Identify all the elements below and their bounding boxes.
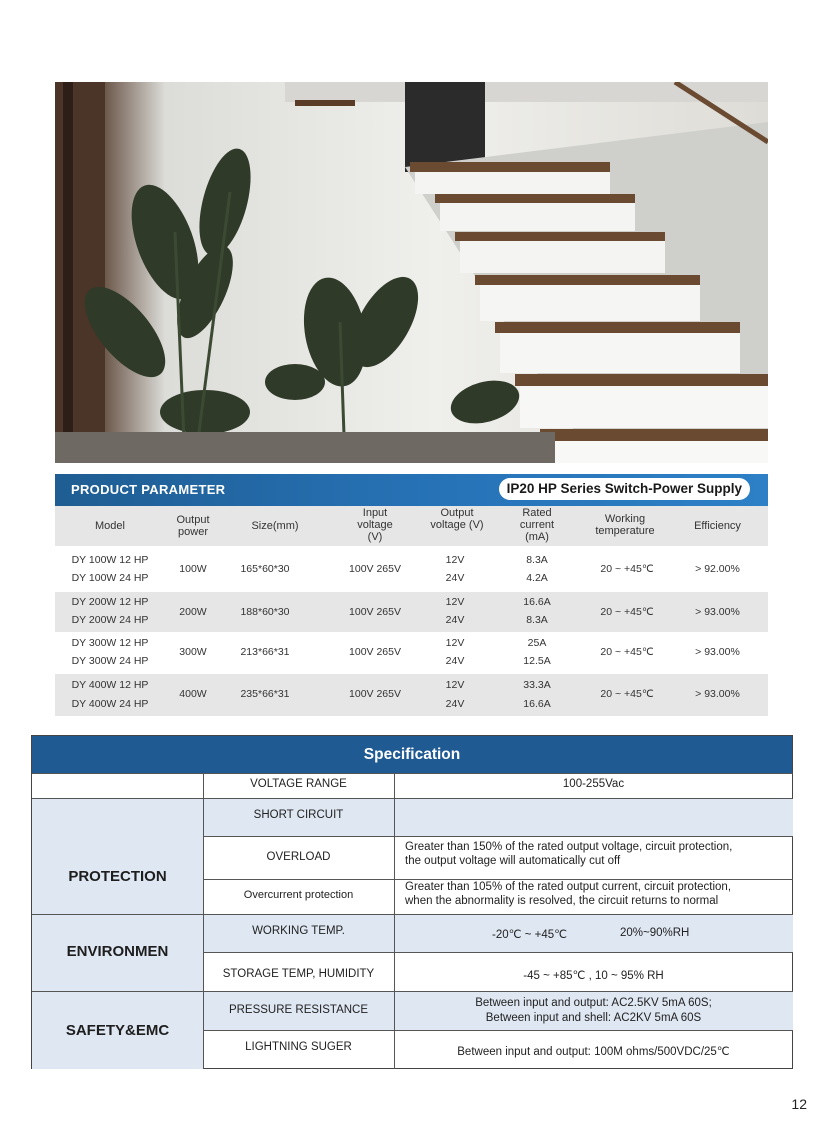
header-efficiency: Efficiency [694, 520, 741, 532]
efficiency-cell: > 93.00% [695, 606, 740, 618]
storage-value: -45 ~ +85℃ , 10 ~ 95% RH [523, 970, 664, 982]
specification-table [31, 735, 793, 1069]
current-cell: 33.3A [523, 679, 551, 691]
size-cell: 213*66*31 [240, 646, 290, 658]
voltage-cell: 24V [445, 655, 465, 667]
header-input-voltage: Input voltage (V) [357, 507, 393, 543]
overload-text: Greater than 150% of the rated output voltage, circuit protection, [405, 841, 733, 853]
short-circuit-label: SHORT CIRCUIT [253, 809, 344, 821]
table-row [55, 632, 768, 674]
safety-group-label: SAFETY&EMC [65, 1022, 170, 1039]
current-cell: 8.3A [526, 614, 548, 626]
power-cell: 200W [179, 606, 207, 618]
pressure-text: Between input and shell: AC2KV 5mA 60S [485, 1012, 702, 1024]
current-cell: 12.5A [523, 655, 551, 667]
divider [32, 914, 793, 915]
current-cell: 16.6A [523, 596, 551, 608]
divider [203, 836, 793, 837]
divider [394, 773, 395, 1069]
efficiency-cell: > 93.00% [695, 688, 740, 700]
product-parameter-title: PRODUCT PARAMETER [71, 482, 226, 497]
size-cell: 165*60*30 [240, 563, 290, 575]
input-cell: 100V 265V [349, 606, 401, 618]
header-output-voltage: Output voltage (V) [430, 507, 484, 531]
protection-group-bg [32, 798, 203, 914]
model-cell: DY 400W 24 HP [71, 698, 149, 710]
overcurrent-label: Overcurrent protection [243, 889, 354, 901]
parameter-table-header [55, 506, 768, 546]
table-row [55, 674, 768, 716]
overload-label: OVERLOAD [266, 851, 331, 863]
divider [32, 991, 793, 992]
voltage-cell: 24V [445, 572, 465, 584]
pressure-label: PRESSURE RESISTANCE [228, 1004, 369, 1016]
model-cell: DY 300W 24 HP [71, 655, 149, 667]
divider [203, 1030, 793, 1031]
series-label: IP20 HP Series Switch-Power Supply [499, 478, 750, 500]
input-cell: 100V 265V [349, 688, 401, 700]
divider [32, 773, 793, 774]
current-cell: 8.3A [526, 554, 548, 566]
environment-group-label: ENVIRONMEN [66, 943, 169, 960]
temp-cell: 20 ~ +45℃ [600, 646, 654, 658]
pressure-text: Between input and output: AC2.5KV 5mA 60S; [475, 997, 712, 1009]
working-temp-label: WORKING TEMP. [252, 925, 345, 937]
staircase-illustration [55, 82, 768, 463]
input-cell: 100V 265V [349, 563, 401, 575]
size-cell: 188*60*30 [240, 606, 290, 618]
divider [32, 798, 793, 799]
voltage-cell: 24V [445, 614, 465, 626]
temp-cell: 20 ~ +45℃ [600, 563, 654, 575]
specification-title: Specification [32, 736, 792, 773]
model-cell: DY 200W 24 HP [71, 614, 149, 626]
voltage-cell: 12V [445, 637, 465, 649]
page-number: 12 [791, 1096, 807, 1112]
current-cell: 4.2A [526, 572, 548, 584]
header-working-temperature: Working temperature [595, 513, 655, 537]
storage-label: STORAGE TEMP, HUMIDITY [222, 968, 375, 980]
overcurrent-text: Greater than 105% of the rated output current, circuit protection, [405, 881, 732, 893]
efficiency-cell: > 92.00% [695, 563, 740, 575]
model-cell: DY 100W 12 HP [71, 554, 149, 566]
table-row [55, 548, 768, 592]
power-cell: 300W [179, 646, 207, 658]
model-cell: DY 300W 12 HP [71, 637, 149, 649]
protection-group-label: PROTECTION [68, 868, 167, 885]
header-rated-current: Rated current (mA) [519, 507, 555, 543]
voltage-cell: 12V [445, 596, 465, 608]
hero-photo [55, 82, 768, 463]
lightning-value: Between input and output: 100M ohms/500VDC/25℃ [457, 1046, 730, 1058]
current-cell: 25A [527, 637, 547, 649]
working-temp-value: -20℃ ~ +45℃ [492, 929, 568, 941]
overcurrent-text: when the abnormality is resolved, the circuit returns to normal [405, 895, 719, 907]
header-output-power: Output power [176, 514, 210, 538]
size-cell: 235*66*31 [240, 688, 290, 700]
current-cell: 16.6A [523, 698, 551, 710]
model-cell: DY 400W 12 HP [71, 679, 149, 691]
power-cell: 400W [179, 688, 207, 700]
input-cell: 100V 265V [349, 646, 401, 658]
table-row [55, 592, 768, 632]
model-cell: DY 100W 24 HP [71, 572, 149, 584]
voltage-cell: 12V [445, 554, 465, 566]
voltage-cell: 12V [445, 679, 465, 691]
voltage-range-label: VOLTAGE RANGE [250, 778, 347, 790]
temp-cell: 20 ~ +45℃ [600, 606, 654, 618]
lightning-label: LIGHTNING SUGER [245, 1041, 352, 1053]
overload-text: the output voltage will automatically cut off [405, 855, 621, 867]
working-humidity-value: 20%~90%RH [620, 927, 690, 939]
power-cell: 100W [179, 563, 207, 575]
header-model: Model [95, 520, 125, 532]
divider [203, 879, 793, 880]
voltage-range-value: 100-255Vac [562, 778, 625, 790]
header-size: Size(mm) [251, 520, 299, 532]
voltage-cell: 24V [445, 698, 465, 710]
model-cell: DY 200W 12 HP [71, 596, 149, 608]
divider [203, 952, 793, 953]
product-parameter-bar [55, 474, 768, 506]
temp-cell: 20 ~ +45℃ [600, 688, 654, 700]
efficiency-cell: > 93.00% [695, 646, 740, 658]
